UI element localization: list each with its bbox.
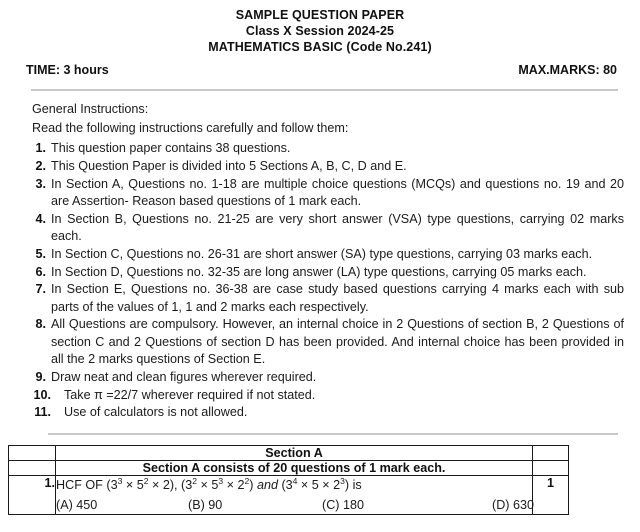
instruction-text: This question paper contains 38 questions. [51, 141, 291, 155]
option-c[interactable]: (C) 180 [322, 497, 364, 512]
stem-part: (3 [277, 477, 293, 492]
stem-part: ) [249, 477, 257, 492]
question-body [56, 475, 533, 514]
instruction-item [32, 211, 624, 246]
table-row [9, 475, 569, 514]
exam-duration: TIME: 3 hours [26, 63, 109, 77]
question-marks: 1 [533, 475, 569, 514]
instruction-number: 8. [35, 317, 46, 332]
stem-part: ) is [344, 477, 362, 492]
option-b[interactable]: (B) 90 [188, 497, 223, 512]
table-row-section-title [9, 445, 569, 460]
stem-part: × 5 × 2 [297, 477, 341, 492]
option-a[interactable]: (A) 450 [56, 497, 98, 512]
instruction-number: 3. [35, 176, 46, 191]
instruction-text: In Section A, Questions no. 1-18 are multiple choice questions (MCQs) and questions no. 19 and 20 are Assertion- Reason based questions of 1 mark each. [51, 176, 624, 208]
instructions-list [32, 140, 624, 422]
instruction-item [32, 176, 624, 211]
option-d[interactable]: (D) 630 [492, 497, 534, 512]
question-number: 1. [9, 475, 56, 514]
exam-max-marks: MAX.MARKS: 80 [518, 63, 617, 77]
instruction-item [32, 140, 624, 157]
section-title-right-blank [533, 445, 569, 460]
exam-meta-row [0, 63, 640, 77]
stem-part: × 2), (3 [148, 477, 193, 492]
general-instructions-section [0, 91, 640, 422]
instruction-text: In Section B, Questions no. 21-25 are very short answer (VSA) type questions, carrying 02 marks each. [51, 211, 624, 243]
instruction-text: This Question Paper is divided into 5 Sections A, B, C, D and E. [51, 158, 407, 173]
stem-part: × 5 [122, 477, 144, 492]
instruction-number: 4. [35, 211, 46, 226]
stem-part: × 2 [223, 477, 245, 492]
instruction-text: Use of calculators is not allowed. [64, 405, 248, 420]
header-title-line-2: Class X Session 2024-25 [245, 24, 395, 38]
stem-part: HCF OF (3 [56, 477, 118, 492]
instruction-item [32, 264, 624, 281]
document-header [0, 0, 640, 55]
stem-italic-and: and [256, 477, 278, 492]
stem-exponent: 3 [340, 475, 345, 486]
section-title: Section A [56, 445, 533, 460]
header-title-line-3: MATHEMATICS BASIC (Code No.241) [208, 40, 432, 54]
instruction-text: Take π =22/7 wherever required if not stated. [64, 387, 316, 402]
stem-exponent: 3 [218, 475, 224, 486]
section-subtitle: Section A consists of 20 questions of 1 mark each. [56, 460, 533, 475]
instruction-text: In Section E, Questions no. 36-38 are case study based questions carrying 4 marks each with sub parts of the values of 1, 1 and 2 marks each respectively. [51, 282, 624, 314]
instruction-item [32, 316, 624, 368]
stem-exponent: 2 [244, 475, 250, 486]
section-subtitle-right-blank [533, 460, 569, 475]
stem-exponent: 2 [192, 475, 197, 486]
instruction-item [32, 158, 624, 175]
instruction-text: In Section C, Questions no. 26-31 are short answer (SA) type questions, carrying 03 marks each. [51, 246, 593, 261]
question-options [56, 496, 532, 514]
instruction-item [32, 387, 624, 404]
question-table [8, 445, 569, 515]
instruction-text: In Section D, Questions no. 32-35 are long answer (LA) type questions, carrying 05 marks each. [51, 264, 587, 279]
instructions-divider [48, 433, 618, 435]
table-row-section-subtitle [9, 460, 569, 475]
instruction-number: 5. [35, 246, 46, 261]
instruction-text: All Questions are compulsory. However, an internal choice in 2 Questions of section B, 2 Questions of section C and 2 Questions of section D has been provided. And internal choice has been provided in all the 2 marks questions of Section E. [51, 317, 624, 367]
instruction-number: 10. [33, 387, 51, 402]
instruction-number: 6. [35, 264, 46, 279]
instruction-text: Draw neat and clean figures wherever required. [51, 369, 317, 384]
instruction-number: 9. [35, 369, 46, 384]
instruction-number: 11. [34, 405, 51, 420]
instruction-item [32, 281, 624, 316]
stem-exponent: 4 [292, 475, 298, 486]
instruction-item [32, 404, 624, 421]
stem-exponent: 2 [143, 475, 149, 486]
instruction-item [32, 246, 624, 263]
instructions-lead: Read the following instructions carefully and follow them: [32, 120, 349, 135]
question-stem [56, 476, 532, 494]
section-title-left-blank [9, 445, 56, 460]
instructions-heading: General Instructions: [32, 102, 149, 116]
instruction-number: 2. [35, 158, 46, 173]
instruction-item [32, 369, 624, 386]
stem-part: × 5 [196, 477, 219, 492]
stem-exponent: 3 [117, 475, 123, 486]
header-title-line-1: SAMPLE QUESTION PAPER [235, 8, 405, 22]
instruction-number: 1. [35, 141, 46, 155]
instruction-number: 7. [35, 282, 46, 297]
section-subtitle-left-blank [9, 460, 56, 475]
